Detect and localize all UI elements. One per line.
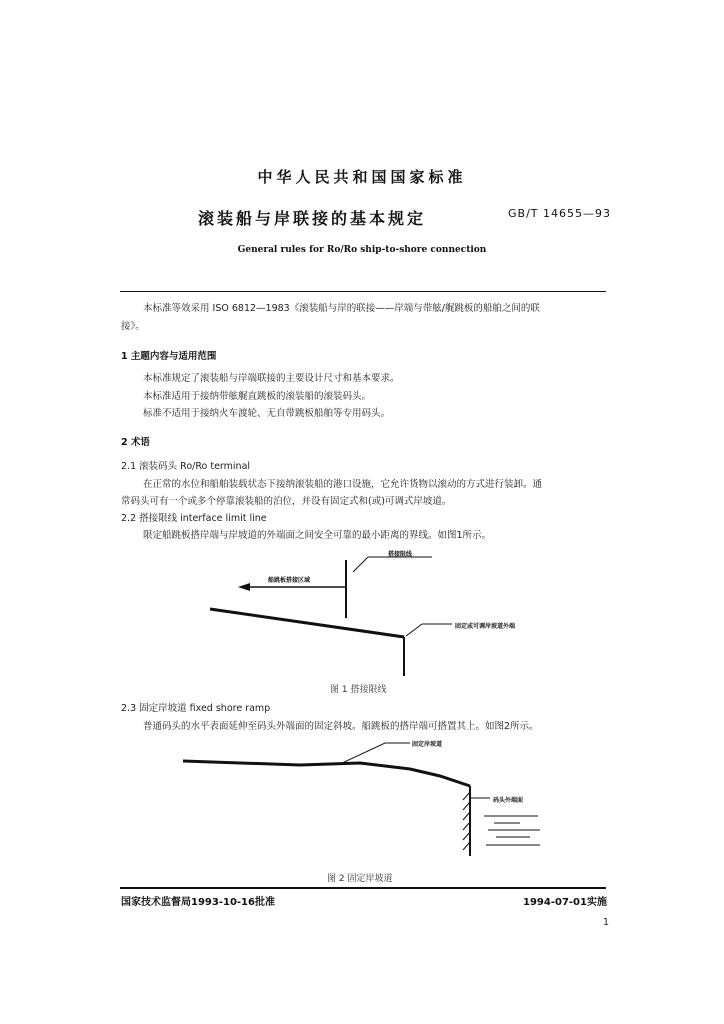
figure-1-end-label: 固定或可调岸坡道外端 xyxy=(455,623,516,630)
issuer-title: 中华人民共和国国家标准 xyxy=(257,168,467,186)
term-2-3-line-1: 普通码头的水平表面延伸至码头外端面的固定斜坡。船跳板的搭岸端可搭置其上。如图2所示。 xyxy=(143,721,539,732)
term-2-1-line-2: 常码头可有一个或多个停靠滚装船的泊位，并设有固定式和(或)可调式岸坡道。 xyxy=(121,496,452,507)
section-2-heading: 2 术语 xyxy=(121,437,150,448)
figure-2-ramp-label: 固定岸坡道 xyxy=(412,741,443,748)
standard-title: 滚装船与岸联接的基本规定 xyxy=(198,209,427,228)
section-1-para-3: 标准不适用于接纳火车渡轮、无自带跳板船舶等专用码头。 xyxy=(143,408,391,419)
section-1-para-1: 本标准规定了滚装船与岸端联接的主要设计尺寸和基本要求。 xyxy=(143,373,400,384)
figure-1-limit-label: 搭接限线 xyxy=(388,551,413,558)
term-2-3-heading: 2.3 固定岸坡道 fixed shore ramp xyxy=(121,703,271,714)
figure-1-caption: 图 1 搭接限线 xyxy=(330,685,387,695)
intro-line-2: 接》。 xyxy=(121,321,145,332)
header-rule xyxy=(120,291,606,292)
effective-date: 1994-07-01实施 xyxy=(523,897,607,908)
standard-number: GB/T 14655—93 xyxy=(508,207,611,220)
term-2-1-heading: 2.1 滚装码头 Ro/Ro terminal xyxy=(121,461,251,472)
figure-1-zone-label: 船跳板搭接区域 xyxy=(268,577,311,584)
figure-2-caption: 图 2 固定岸坡道 xyxy=(327,874,393,884)
term-2-1-line-1: 在正常的水位和船舶装载状态下接纳滚装船的港口设施，它允许货物以滚动的方式进行装卸。通 xyxy=(143,479,543,490)
english-title: General rules for Ro/Ro ship-to-shore connection xyxy=(237,245,487,255)
intro-line-1: 本标准等效采用 ISO 6812—1983《滚装船与岸的联接——岸端与带舷/艉跳板的船舶之间的联 xyxy=(143,303,540,314)
footer-rule xyxy=(120,887,606,889)
term-2-2-heading: 2.2 搭接限线 interface limit line xyxy=(121,513,267,524)
figure-2-face-label: 码头外端面 xyxy=(493,797,524,804)
section-1-heading: 1 主题内容与适用范围 xyxy=(121,351,217,362)
section-1-para-2: 本标准适用于接纳带舷艉直跳板的滚装船的滚装码头。 xyxy=(143,391,372,402)
page-number: 1 xyxy=(603,917,610,928)
term-2-2-line-1: 限定船跳板搭岸端与岸坡道的外端面之间安全可靠的最小距离的界线。如图1所示。 xyxy=(143,530,492,541)
approval-date: 国家技术监督局1993-10-16批准 xyxy=(121,897,275,908)
